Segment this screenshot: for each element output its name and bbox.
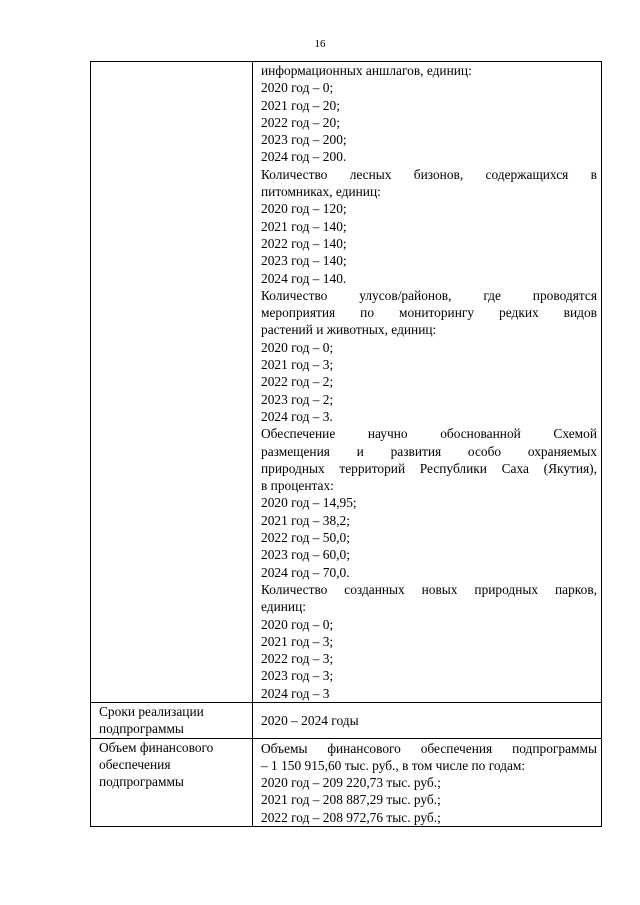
text-line: Объемы финансового обеспечения подпрограммы [261,740,597,756]
text-line: Количество улусов/районов, где проводятся [261,287,597,303]
period-label-line: Сроки реализации [99,703,204,719]
text-line: 2023 год – 200; [261,132,347,148]
text-line: 2022 год – 50,0; [261,530,350,546]
text-line: 2020 год – 0; [261,80,334,96]
text-line: 2021 год – 20; [261,97,340,113]
finance-label-line: Объем финансового [99,739,214,755]
text-line: 2021 год – 208 887,29 тыс. руб.; [261,792,441,808]
table-row [91,738,602,826]
text-line: 2022 год – 140; [261,235,347,251]
text-line: 2022 год – 20; [261,114,340,130]
text-line: 2024 год – 3. [261,408,333,424]
text-line: размещения и развития особо охраняемых [261,443,597,459]
indicators-cell [253,62,602,703]
text-line: 2024 год – 3 [261,685,330,701]
text-line: 2023 год – 60,0; [261,547,350,563]
finance-label-cell [91,738,253,826]
indicators-label-cell [91,62,253,703]
text-line: 2021 год – 3; [261,357,334,373]
text-line: природных территорий Республики Саха (Якутия), [261,460,597,476]
text-line: 2021 год – 3; [261,633,334,649]
subprogram-passport-table [90,61,602,827]
text-line: растений и животных, единиц: [261,322,437,338]
text-line: 2020 год – 209 220,73 тыс. руб.; [261,775,441,791]
page-number: 16 [314,38,326,50]
text-line: 2022 год – 208 972,76 тыс. руб.; [261,809,441,825]
text-line: 2020 год – 0; [261,616,334,632]
period-value: 2020 – 2024 годы [261,712,359,728]
text-line: 2023 год – 140; [261,253,347,269]
text-line: 2020 год – 0; [261,339,334,355]
text-line: питомниках, единиц: [261,184,381,200]
text-line: Обеспечение научно обоснованной Схемой [261,426,597,442]
text-line: 2023 год – 2; [261,391,334,407]
text-line: 2020 год – 120; [261,201,347,217]
finance-label-line: подпрограммы [99,774,184,790]
table-row [91,62,602,703]
text-line: единиц: [261,599,306,615]
period-label-line: подпрограммы [99,721,184,737]
text-line: мероприятия по мониторингу редких видов [261,305,597,321]
table-row [91,702,602,738]
finance-cell [253,738,602,826]
text-line: 2024 год – 200. [261,149,347,165]
period-value-cell [253,702,602,738]
period-label-cell [91,702,253,738]
text-line: в процентах: [261,478,334,494]
text-line: 2023 год – 3; [261,668,334,684]
text-line: информационных аншлагов, единиц: [261,63,472,78]
finance-label-line: обеспечения [99,756,171,772]
text-line: 2022 год – 2; [261,374,334,390]
text-line: Количество созданных новых природных парков, [261,581,597,597]
text-line: – 1 150 915,60 тыс. руб., в том числе по годам: [261,757,526,773]
text-line: 2024 год – 70,0. [261,564,350,580]
text-line: Количество лесных бизонов, содержащихся в [261,166,597,182]
text-line: 2024 год – 140. [261,270,347,286]
text-line: 2022 год – 3; [261,651,334,667]
text-line: 2021 год – 38,2; [261,512,350,528]
text-line: 2021 год – 140; [261,218,347,234]
text-line: 2020 год – 14,95; [261,495,357,511]
